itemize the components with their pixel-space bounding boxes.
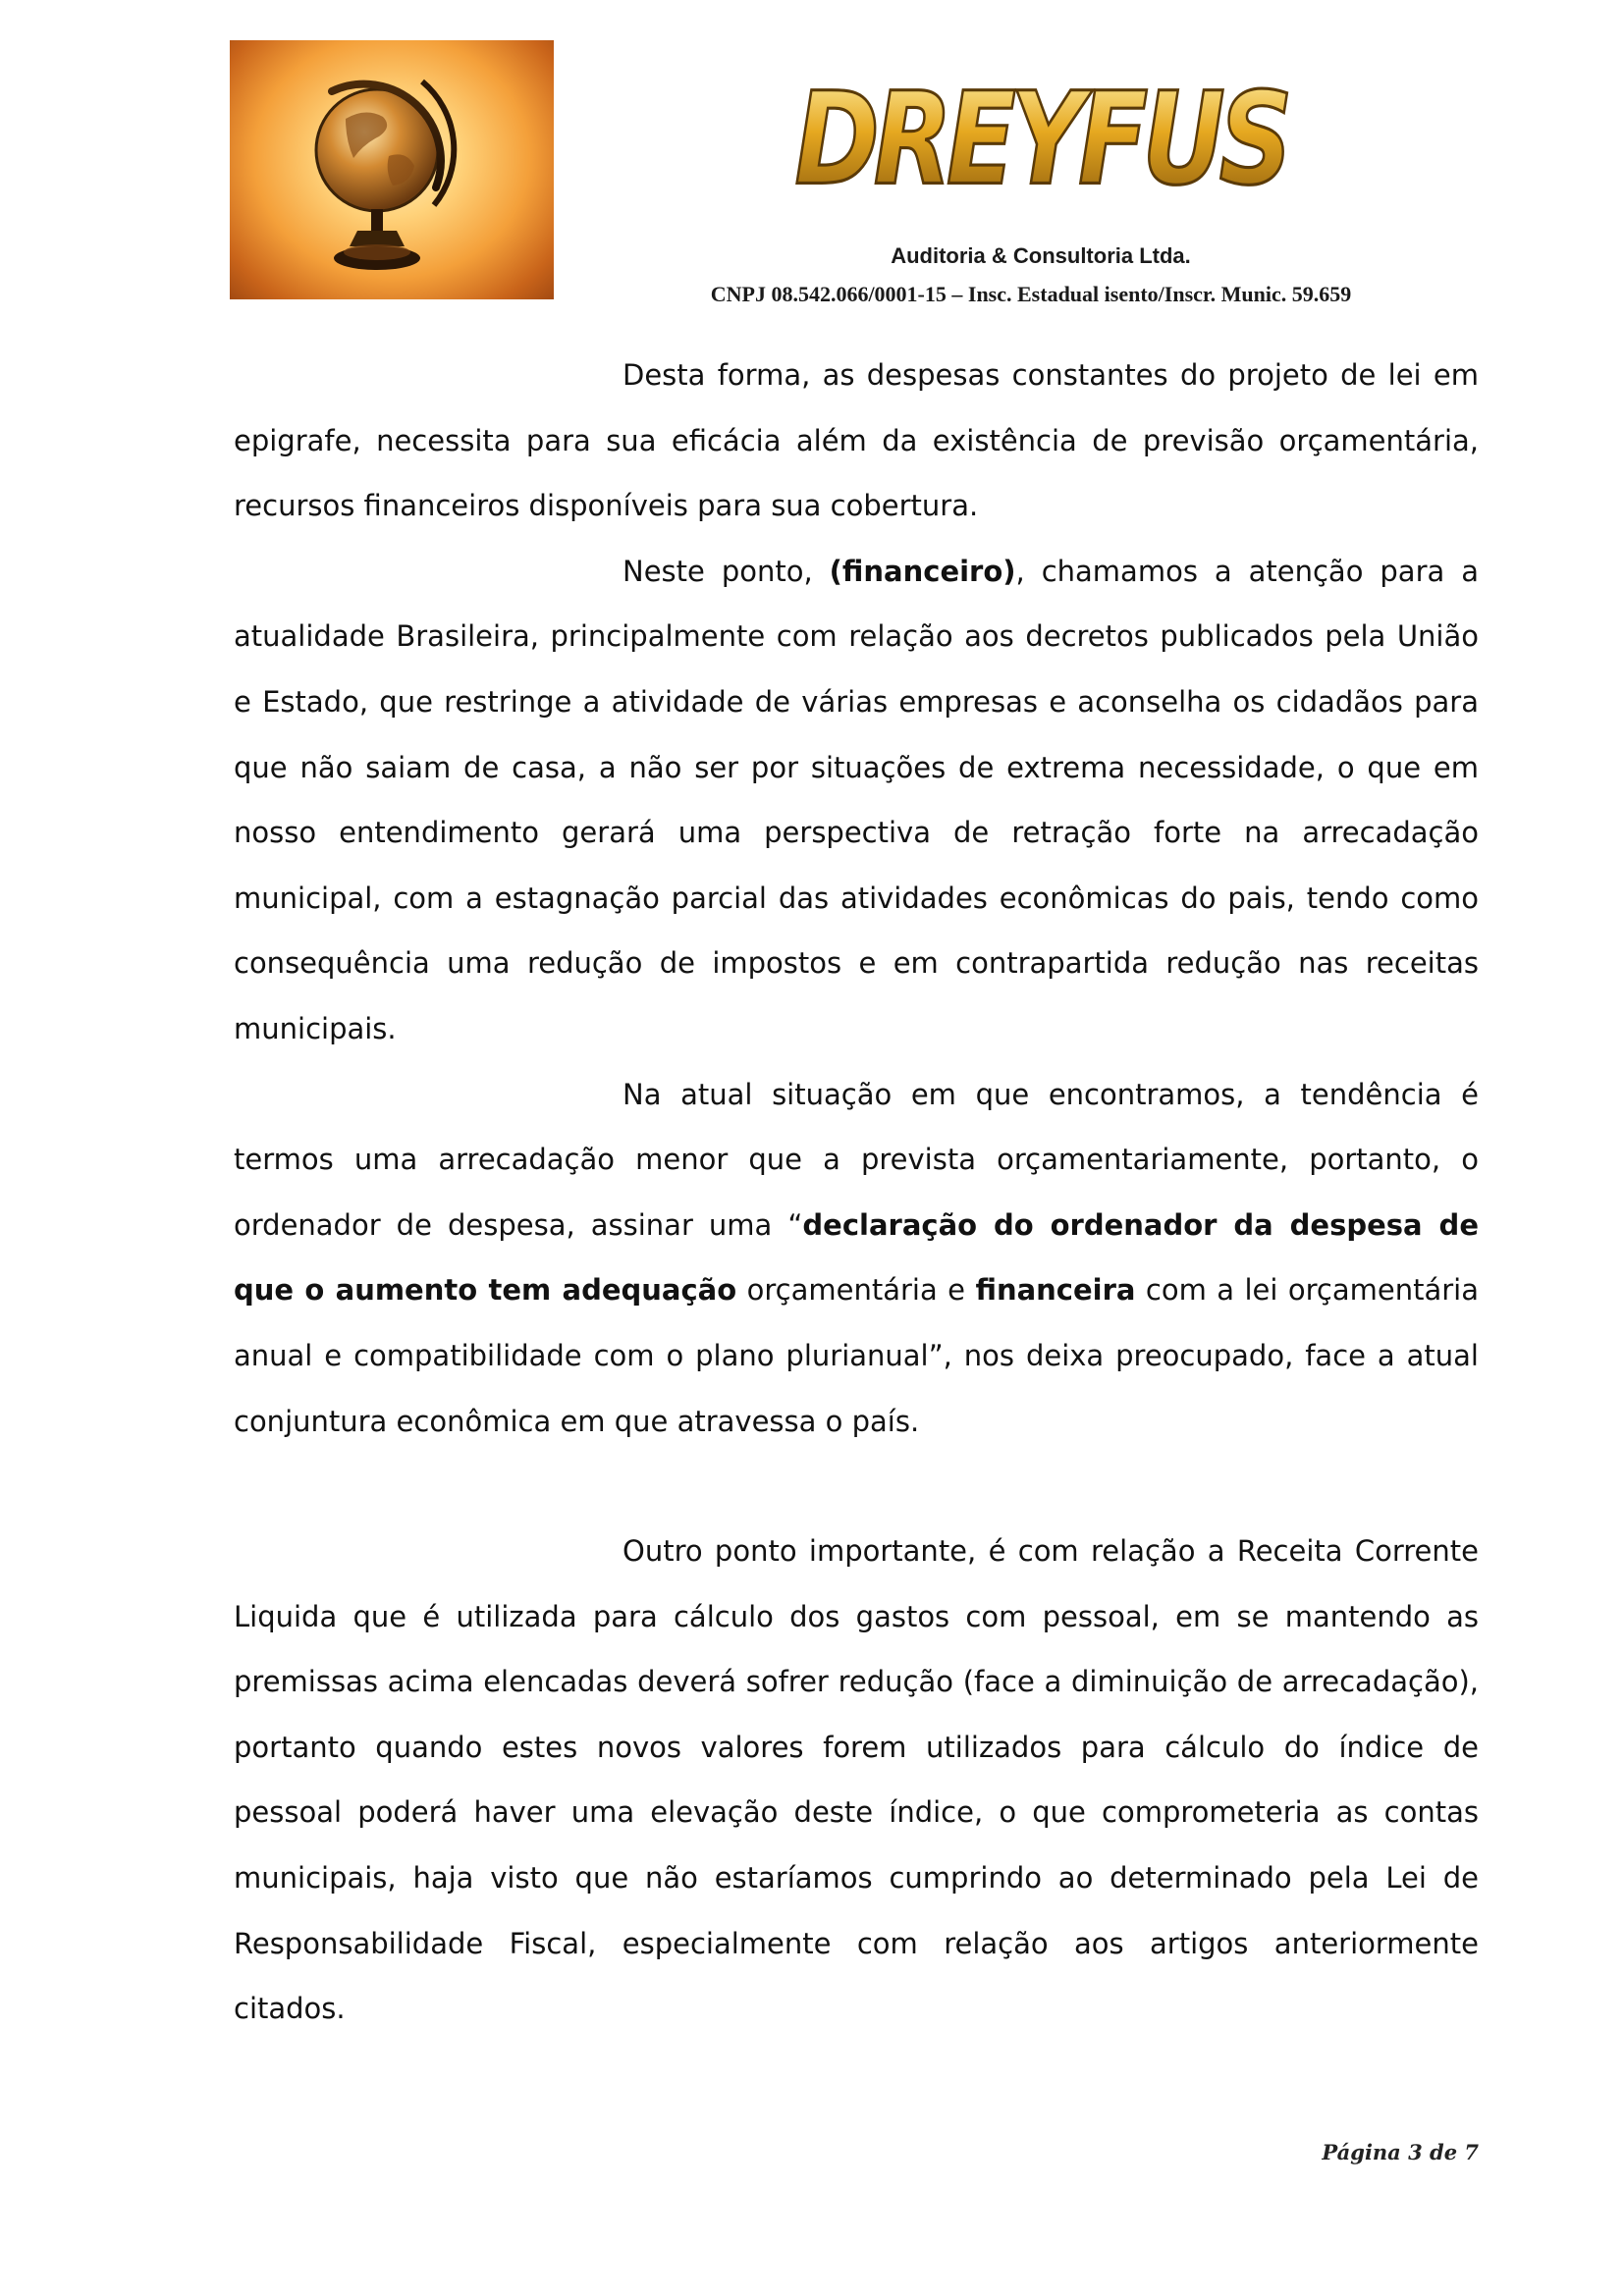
svg-text:DREYFUS: DREYFUS bbox=[794, 65, 1287, 214]
paragraph-3: Na atual situação em que encontramos, a tendência é termos uma arrecadação menor que a prevista orçamentariamente, portanto, o ordenador de despesa, assinar uma “declaração do ordenador da despesa de que o aumento tem adequação orçamentária e financeira com a lei orçamentária anual e compatibilidade com o plano plurianual”, nos deixa preocupado, face a atual conjuntura econômica em que atravessa o país. bbox=[234, 1077, 1479, 1438]
paragraph-4: Outro ponto importante, é com relação a Receita Corrente Liquida que é utilizada para cálculo dos gastos com pessoal, em se mantendo as premissas acima elencadas deverá sofrer redução (face a diminuição de arrecadação), portanto quando estes novos valores forem utilizados para cálculo do índice de pessoal poderá haver uma elevação deste índice, o que comprometeria as contas municipais, haja visto que não estaríamos cumprindo ao determinado pela Lei de Responsabilidade Fiscal, especialmente com relação aos artigos anteriormente citados. bbox=[234, 1534, 1479, 2026]
cnpj-line: CNPJ 08.542.066/0001-15 – Insc. Estadual isento/Inscr. Munic. 59.659 bbox=[710, 282, 1352, 306]
page-number: Página 3 de 7 bbox=[1322, 2140, 1479, 2164]
document-body bbox=[234, 343, 1479, 2042]
globe-icon bbox=[230, 40, 554, 299]
paragraph-1: Desta forma, as despesas constantes do projeto de lei em epigrafe, necessita para sua eficácia além da existência de previsão orçamentária, recursos financeiros disponíveis para sua cobertura. bbox=[234, 358, 1479, 523]
company-name: Auditoria & Consultoria Ltda. bbox=[891, 243, 1191, 268]
brand-logo bbox=[794, 65, 1287, 220]
dreyfus-wordmark-icon bbox=[794, 65, 1287, 220]
paragraph-2: Neste ponto, (financeiro), chamamos a atenção para a atualidade Brasileira, principalmente com relação aos decretos publicados pela União e Estado, que restringe a atividade de várias empresas e aconselha os cidadãos para que não saiam de casa, a não ser por situações de extrema necessidade, o que em nosso entendimento gerará uma perspectiva de retração forte na arrecadação municipal, com a estagnação parcial das atividades econômicas do pais, tendo como consequência uma redução de impostos e em contrapartida redução nas receitas municipais. bbox=[234, 554, 1479, 1045]
globe-logo bbox=[230, 40, 554, 299]
